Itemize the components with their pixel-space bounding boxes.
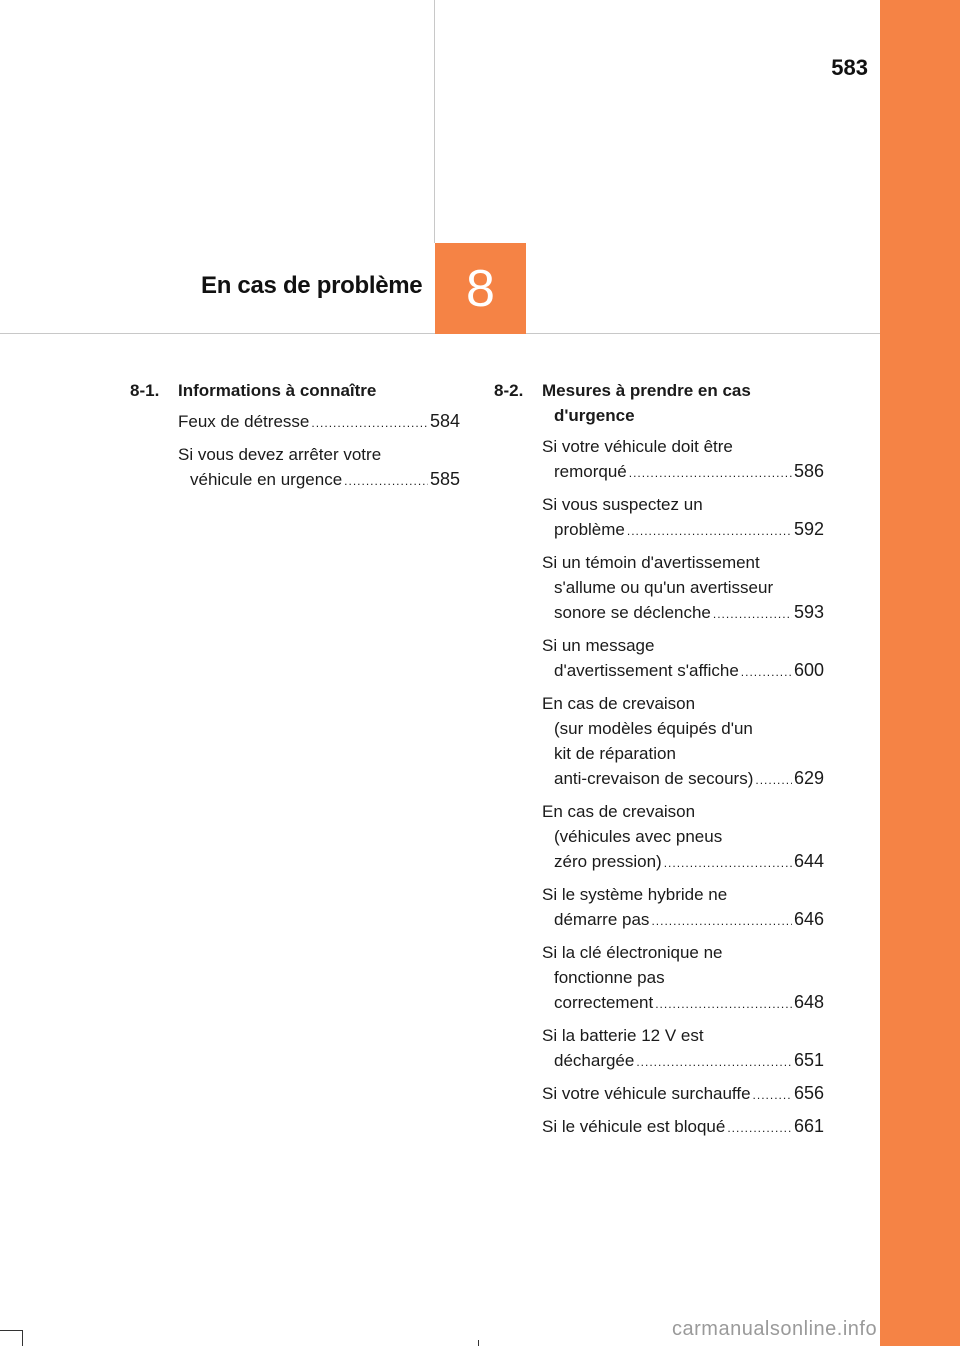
toc-page-ref: 644	[793, 851, 824, 871]
dot-leader	[713, 602, 792, 627]
toc-entry-title	[542, 1023, 824, 1048]
dot-leader	[311, 411, 428, 436]
toc-entry-line: correctement	[554, 993, 654, 1012]
toc-page-ref: 585	[429, 469, 460, 489]
toc-section-8-2	[494, 378, 824, 1147]
toc-entry-last-line	[178, 409, 460, 436]
toc-entry[interactable]	[542, 691, 824, 793]
toc-entry-last-line	[542, 1048, 824, 1075]
toc-page-ref: 629	[793, 768, 824, 788]
dot-leader	[627, 519, 792, 544]
toc-entry-line: Si la clé électronique ne	[542, 943, 723, 962]
toc-entry[interactable]	[542, 550, 824, 627]
toc-entry[interactable]	[542, 1023, 824, 1075]
toc-entry-line: s'allume ou qu'un avertisseur	[554, 578, 774, 597]
toc-entry-line: véhicule en urgence	[190, 470, 343, 489]
crop-mark	[0, 1330, 22, 1331]
section-title: Informations à connaître	[178, 381, 377, 400]
toc-entry-line: Si vous suspectez un	[542, 495, 703, 514]
toc-entry-last-line	[542, 990, 824, 1017]
toc-page-ref: 648	[793, 992, 824, 1012]
toc-entry-last-line	[542, 907, 824, 934]
toc-entry-line: démarre pas	[554, 910, 650, 929]
dot-leader	[344, 469, 428, 494]
dot-leader	[727, 1116, 792, 1141]
toc-entry-last-line	[542, 1081, 824, 1108]
toc-entry-title	[542, 434, 824, 459]
toc-entry[interactable]	[178, 442, 460, 494]
toc-entry-list	[130, 409, 460, 494]
dot-leader	[755, 768, 792, 793]
toc-entry[interactable]	[542, 1114, 824, 1141]
toc-entry-title	[542, 691, 824, 766]
toc-entry-line: fonctionne pas	[554, 968, 665, 987]
section-heading	[130, 378, 460, 403]
toc-entry-line: Si votre véhicule doit être	[542, 437, 733, 456]
chapter-side-tab	[880, 0, 960, 1346]
toc-entry-line: déchargée	[554, 1051, 635, 1070]
section-title: Mesures à prendre en cas d'urgence	[542, 381, 751, 425]
toc-entry-last-line	[178, 467, 460, 494]
toc-entry-line: remorqué	[554, 462, 627, 481]
toc-entry-line: anti-crevaison de secours)	[554, 769, 754, 788]
dot-leader	[664, 851, 792, 876]
section-number: 8-2.	[494, 381, 524, 400]
toc-page-ref: 656	[793, 1083, 824, 1103]
toc-entry-list	[494, 434, 824, 1141]
dot-leader	[636, 1050, 792, 1075]
toc-entry-line: sonore se déclenche	[554, 603, 711, 622]
toc-entry-line: Si un témoin d'avertissement	[542, 553, 760, 572]
toc-entry-line: En cas de crevaison	[542, 802, 696, 821]
toc-entry-last-line	[542, 1114, 824, 1141]
chapter-number-badge: 8	[435, 243, 526, 334]
toc-entry-line: Feux de détresse	[178, 412, 310, 431]
chapter-title: En cas de problème	[201, 272, 423, 299]
toc-entry-line: Si la batterie 12 V est	[542, 1026, 704, 1045]
toc-page-ref: 600	[793, 660, 824, 680]
toc-entry-last-line	[542, 459, 824, 486]
toc-entry-last-line	[542, 658, 824, 685]
toc-entry[interactable]	[542, 633, 824, 685]
toc-entry[interactable]	[542, 799, 824, 876]
toc-entry-title	[178, 442, 460, 467]
toc-entry-last-line	[542, 849, 824, 876]
toc-entry-line: En cas de crevaison	[542, 694, 696, 713]
toc-entry-line: zéro pression)	[554, 852, 662, 871]
toc-entry-last-line	[542, 517, 824, 544]
toc-page-ref: 593	[793, 602, 824, 622]
page-number: 583	[831, 55, 868, 80]
toc-entry-title	[542, 492, 824, 517]
toc-page-ref: 646	[793, 909, 824, 929]
crop-mark	[22, 1330, 23, 1346]
dot-leader	[651, 909, 792, 934]
toc-entry[interactable]	[542, 1081, 824, 1108]
toc-entry-line: d'avertissement s'affiche	[554, 661, 739, 680]
toc-entry-title	[542, 882, 824, 907]
dot-leader	[753, 1083, 792, 1108]
toc-page-ref: 584	[429, 411, 460, 431]
toc-entry-line: Si le véhicule est bloqué	[542, 1117, 726, 1136]
toc-entry[interactable]	[542, 434, 824, 486]
toc-entry-title	[542, 550, 824, 600]
toc-entry[interactable]	[542, 492, 824, 544]
watermark: carmanualsonline.info	[672, 1318, 878, 1340]
toc-entry-title	[542, 633, 824, 658]
dot-leader	[629, 461, 792, 486]
toc-page-ref: 661	[793, 1116, 824, 1136]
crop-mark	[478, 1340, 479, 1346]
toc-entry-line: Si vous devez arrêter votre	[178, 445, 382, 464]
dot-leader	[741, 660, 792, 685]
toc-entry-line: Si un message	[542, 636, 655, 655]
toc-entry[interactable]	[542, 882, 824, 934]
toc-entry-last-line	[542, 766, 824, 793]
toc-page-ref: 651	[793, 1050, 824, 1070]
header-divider	[434, 0, 435, 243]
toc-section-8-1	[130, 378, 460, 500]
toc-entry-line: (véhicules avec pneus	[554, 827, 723, 846]
toc-entry-line: Si le système hybride ne	[542, 885, 728, 904]
section-heading	[494, 378, 824, 428]
toc-page-ref: 586	[793, 461, 824, 481]
toc-page-ref: 592	[793, 519, 824, 539]
toc-entry-title	[542, 799, 824, 849]
toc-entry-line: kit de réparation	[554, 744, 676, 763]
section-number: 8-1.	[130, 381, 160, 400]
toc-entry-line: problème	[554, 520, 625, 539]
toc-entry-last-line	[542, 600, 824, 627]
toc-entry-line: Si votre véhicule surchauffe	[542, 1084, 751, 1103]
toc-entry-title	[542, 940, 824, 990]
toc-entry[interactable]	[542, 940, 824, 1017]
toc-entry[interactable]	[178, 409, 460, 436]
dot-leader	[655, 992, 792, 1017]
toc-entry-line: (sur modèles équipés d'un	[554, 719, 753, 738]
